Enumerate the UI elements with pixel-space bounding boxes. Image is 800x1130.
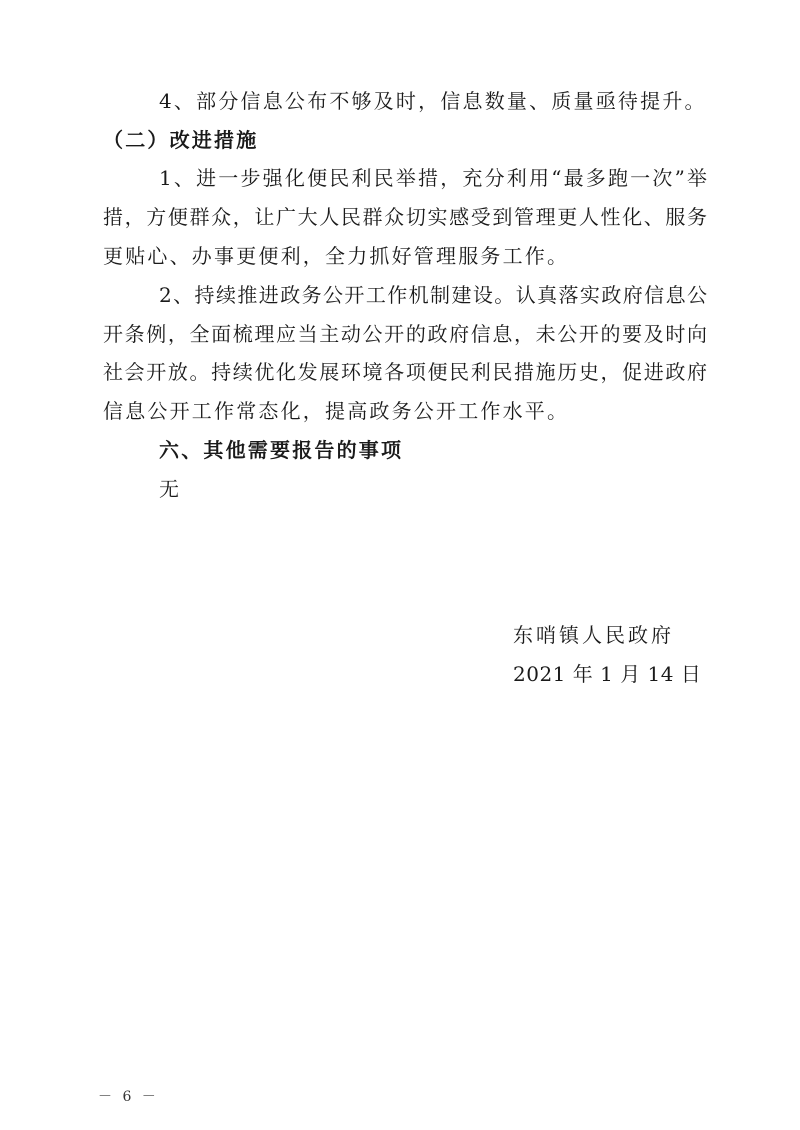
section-heading-other-matters: 六、其他需要报告的事项 — [159, 438, 404, 462]
measure-1-line-3: 更贴心、办事更便利，全力抓好管理服务工作。 — [103, 244, 570, 268]
measure-2-line-3: 社会开放。持续优化发展环境各项便民利民措施历史，促进政府 — [103, 360, 707, 384]
signature-date: 2021 年 1 月 14 日 — [513, 662, 702, 686]
item-4-text: 4、部分信息公布不够及时，信息数量、质量亟待提升。 — [159, 89, 707, 113]
section-heading-improvement-measures: （二）改进措施 — [103, 128, 259, 152]
measure-1-line-1: 1、进一步强化便民利民举措，充分利用“最多跑一次”举 — [159, 166, 707, 190]
measure-2-line-1: 2、持续推进政务公开工作机制建设。认真落实政府信息公 — [159, 283, 707, 307]
page-number: － 6 － — [98, 1089, 159, 1105]
measure-2-line-2: 开条例，全面梳理应当主动公开的政府信息，未公开的要及时向 — [103, 322, 707, 346]
measure-1-line-2: 措，方便群众，让广大人民群众切实感受到管理更人性化、服务 — [103, 205, 707, 229]
measure-2-line-4: 信息公开工作常态化，提高政务公开工作水平。 — [103, 399, 570, 423]
signature-organization: 东哨镇人民政府 — [513, 623, 674, 647]
none-text: 无 — [159, 477, 182, 501]
